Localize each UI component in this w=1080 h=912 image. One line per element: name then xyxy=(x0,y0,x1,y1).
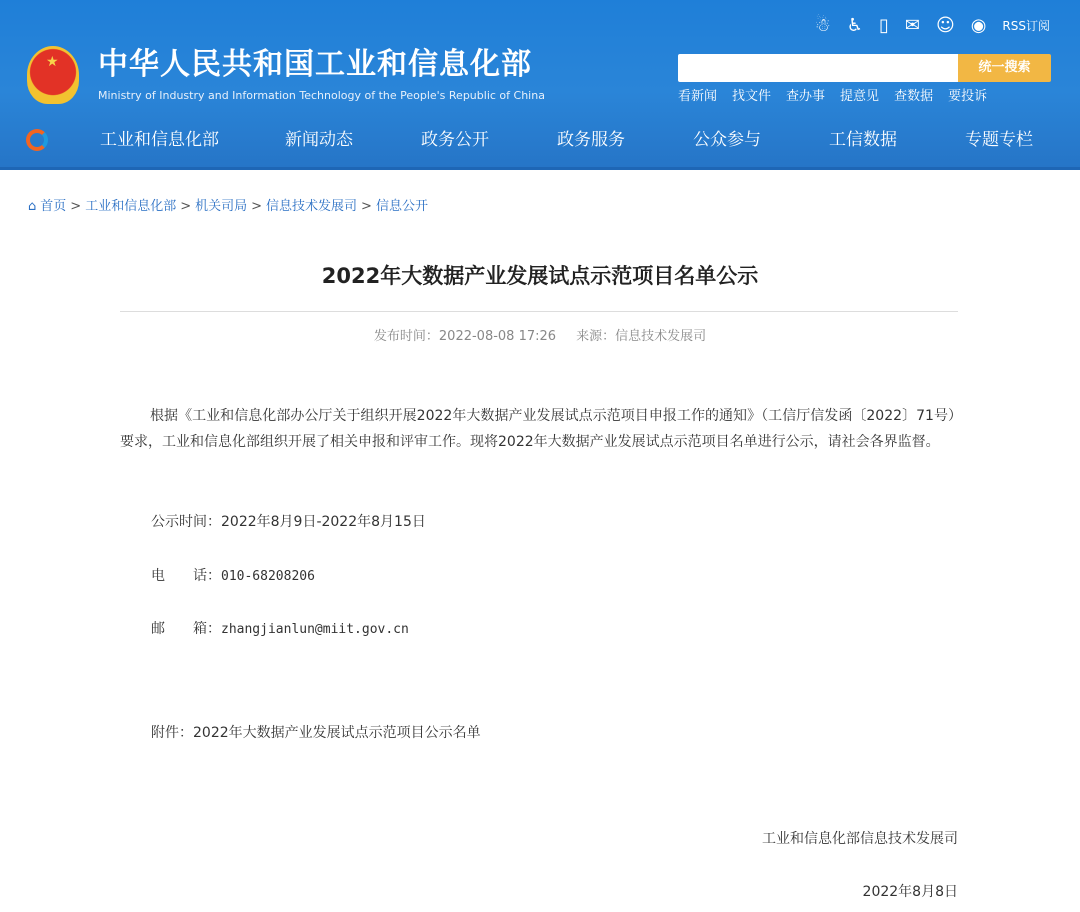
breadcrumb-item[interactable]: 信息技术发展司 xyxy=(266,199,358,214)
breadcrumb-item[interactable]: 信息公开 xyxy=(375,199,428,214)
attachment-link[interactable]: 2022年大数据产业发展试点示范项目公示名单 xyxy=(193,725,481,741)
wechat-icon[interactable]: ☺ xyxy=(935,15,955,36)
weibo-icon[interactable]: ◉ xyxy=(970,15,987,36)
nav-item[interactable]: 新闻动态 xyxy=(285,130,353,150)
article-meta xyxy=(0,329,1080,345)
breadcrumb xyxy=(28,199,428,215)
nav-logo-icon xyxy=(26,129,48,151)
date: 2022年8月8日 xyxy=(862,884,958,900)
email-link[interactable]: zhangjianlun@miit.gov.cn xyxy=(221,622,409,637)
site-subtitle: Ministry of Industry and Information Technology of the People's Republic of China xyxy=(98,89,545,102)
site-header xyxy=(0,0,1080,170)
notice-period xyxy=(151,513,426,531)
mail-icon[interactable]: ✉ xyxy=(904,15,920,36)
nav-item[interactable]: 专题专栏 xyxy=(965,130,1033,150)
search-input[interactable] xyxy=(678,54,958,82)
quick-link[interactable]: 看新闻 xyxy=(678,89,718,104)
quick-link[interactable]: 提意见 xyxy=(840,89,880,104)
mobile-icon[interactable]: ▯ xyxy=(878,15,889,36)
label: 附件： xyxy=(151,725,193,741)
source: 来源：信息技术发展司 xyxy=(576,329,707,344)
breadcrumb-separator: > xyxy=(361,199,372,214)
breadcrumb-separator: > xyxy=(70,199,82,214)
rss-link[interactable]: RSS订阅 xyxy=(1002,19,1050,33)
publish-time: 发布时间：2022-08-08 17:26 xyxy=(373,329,557,344)
breadcrumb-separator: > xyxy=(180,199,192,214)
quick-link[interactable]: 找文件 xyxy=(732,89,772,104)
email xyxy=(151,620,409,639)
national-emblem-logo: ★ xyxy=(27,46,79,104)
phone xyxy=(151,567,315,586)
article-title: 2022年大数据产业发展试点示范项目名单公示 xyxy=(321,264,759,288)
breadcrumb-item[interactable]: 机关司局 xyxy=(195,199,248,214)
main-nav xyxy=(0,126,1080,156)
label: 邮 箱： xyxy=(151,621,221,637)
attachment xyxy=(151,724,481,742)
quick-link[interactable]: 要投诉 xyxy=(948,89,988,104)
article-paragraph: 根据《工业和信息化部办公厅关于组织开展2022年大数据产业发展试点示范项目申报工作的通知》（工信厅信发函〔2022〕71号）要求，工业和信息化部组织开展了相关申报和评审工作。现将2022年大数据产业发展试点示范项目名单进行公示，请社会各界监督。 xyxy=(120,408,962,450)
nav-item[interactable]: 工信数据 xyxy=(829,130,897,150)
divider xyxy=(120,311,958,312)
nav-item[interactable]: 工业和信息化部 xyxy=(100,130,219,150)
quick-link[interactable]: 查办事 xyxy=(786,89,826,104)
label: 电 话： xyxy=(151,568,221,584)
nav-item[interactable]: 政务服务 xyxy=(557,130,625,150)
accessibility-robot-icon[interactable]: ☃ xyxy=(814,15,831,36)
signature: 工业和信息化部信息技术发展司 xyxy=(762,831,958,847)
site-title: 中华人民共和国工业和信息化部 xyxy=(98,47,532,82)
value: 010-68208206 xyxy=(221,569,315,584)
breadcrumb-item[interactable]: 工业和信息化部 xyxy=(85,199,177,214)
home-icon[interactable]: ⌂ xyxy=(28,199,37,214)
label: 公示时间： xyxy=(151,514,221,530)
value: 2022年8月9日-2022年8月15日 xyxy=(221,514,426,530)
breadcrumb-separator: > xyxy=(251,199,263,214)
wheelchair-icon[interactable]: ♿ xyxy=(846,15,863,36)
nav-item[interactable]: 公众参与 xyxy=(693,130,761,150)
search-button[interactable]: 统一搜索 xyxy=(958,54,1051,82)
quick-link[interactable]: 查数据 xyxy=(894,89,934,104)
nav-item[interactable]: 政务公开 xyxy=(421,130,489,150)
breadcrumb-item[interactable]: 首页 xyxy=(40,199,67,214)
